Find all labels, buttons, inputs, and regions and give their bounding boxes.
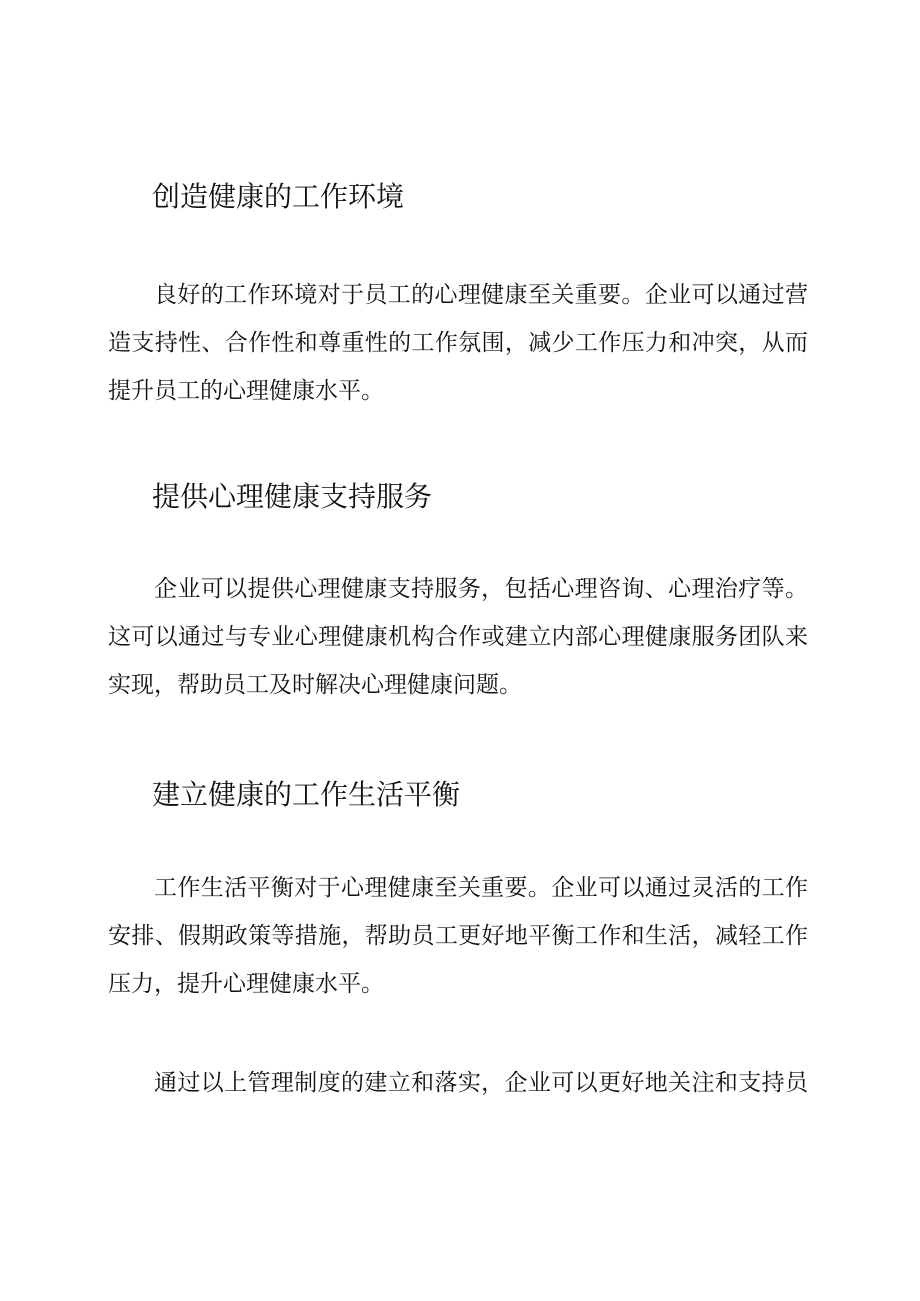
section-heading-3: 建立健康的工作生活平衡 [152, 778, 461, 811]
paragraph-line: 通过以上管理制度的建立和落实，企业可以更好地关注和支持员 [154, 1070, 808, 1096]
section-heading-2: 提供心理健康支持服务 [152, 480, 433, 513]
paragraph-line: 实现，帮助员工及时解决心理健康问题。 [108, 672, 522, 698]
paragraph-line: 压力，提升心理健康水平。 [108, 971, 384, 997]
section-paragraph-1 [108, 271, 808, 415]
section-heading-1: 创造健康的工作环境 [152, 180, 405, 213]
paragraph-line: 安排、假期政策等措施，帮助员工更好地平衡工作和生活，减轻工作 [108, 923, 808, 949]
paragraph-line: 良好的工作环境对于员工的心理健康至关重要。企业可以通过营 [154, 282, 808, 308]
paragraph-line: 企业可以提供心理健康支持服务，包括心理咨询、心理治疗等。 [154, 576, 808, 602]
closing-paragraph [108, 1059, 808, 1107]
paragraph-line: 造支持性、合作性和尊重性的工作氛围，减少工作压力和冲突，从而 [108, 330, 808, 356]
paragraph-line: 提升员工的心理健康水平。 [108, 378, 384, 404]
section-paragraph-3 [108, 864, 808, 1008]
paragraph-line: 这可以通过与专业心理健康机构合作或建立内部心理健康服务团队来 [108, 624, 808, 650]
section-paragraph-2 [108, 565, 808, 709]
paragraph-line: 工作生活平衡对于心理健康至关重要。企业可以通过灵活的工作 [154, 875, 808, 901]
